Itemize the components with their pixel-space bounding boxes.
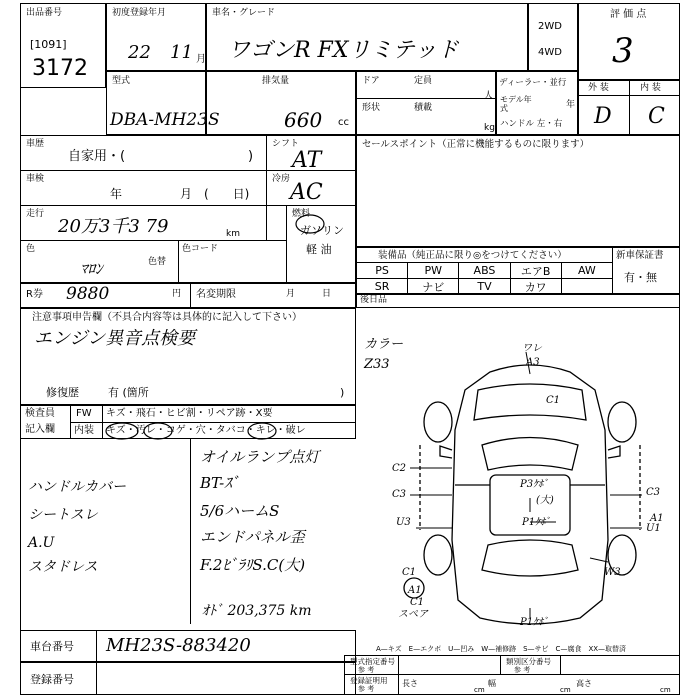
displacement-label: 排気量 bbox=[262, 76, 290, 86]
fuel-diesel: 軽 油 bbox=[306, 243, 332, 256]
capacity-unit: 人 bbox=[484, 91, 494, 101]
history-value: 自家用・( bbox=[68, 149, 126, 164]
model-year-unit: 年 bbox=[566, 100, 576, 110]
spec-reg-cert: 登録証明用 bbox=[350, 676, 388, 685]
type-label: 型式 bbox=[112, 76, 131, 86]
damage-mark: W3 bbox=[604, 567, 621, 578]
spec-type-ref: 参 考 bbox=[358, 666, 375, 674]
spec-row-line bbox=[344, 674, 680, 675]
score-value: 3 bbox=[612, 31, 634, 71]
remark-right-item: BT-ｽﾞ bbox=[200, 474, 240, 492]
diagram-color-code: Z33 bbox=[364, 357, 390, 372]
spec-width: 幅 bbox=[488, 679, 496, 688]
lot-label: 出品番号 bbox=[26, 8, 63, 18]
shift-divider bbox=[266, 135, 267, 240]
selling-point-box bbox=[356, 135, 680, 247]
fuel-circle-mark bbox=[292, 209, 326, 236]
remark-left-item: スタドレス bbox=[28, 559, 98, 575]
load-unit: kg bbox=[484, 123, 495, 133]
interior-check-label: 内装 bbox=[74, 425, 94, 436]
recycle-divider bbox=[190, 283, 191, 308]
history-close: ) bbox=[248, 149, 254, 164]
spec-length: 長さ bbox=[402, 679, 418, 688]
equipment-item bbox=[561, 278, 613, 295]
shift-label: シフト bbox=[272, 139, 300, 149]
spec-col1 bbox=[398, 655, 399, 695]
exterior-label: 外 装 bbox=[588, 83, 609, 93]
remark-right-item: オイルランプ点灯 bbox=[200, 448, 320, 466]
lot-number: 3172 bbox=[32, 56, 88, 81]
line-mileage bbox=[20, 240, 286, 241]
damage-mark: C3 bbox=[646, 487, 661, 498]
damage-mark: C1 bbox=[546, 395, 561, 406]
remark-left-item: ハンドルカバー bbox=[28, 479, 126, 495]
chassis-value: MH23S-883420 bbox=[106, 635, 251, 656]
displacement-unit: cc bbox=[338, 117, 349, 128]
spec-class-code: 類別区分番号 bbox=[506, 657, 551, 666]
shape-label: 形状 bbox=[362, 103, 381, 113]
ext-int-divider bbox=[629, 80, 630, 135]
damage-mark: スペア bbox=[398, 609, 428, 620]
reg-number-label: 登録番号 bbox=[30, 673, 74, 686]
recycle-label: R券 bbox=[26, 289, 43, 300]
equipment-item: ABS bbox=[458, 262, 510, 279]
exterior-grade: D bbox=[594, 104, 612, 129]
dealer-label: ディーラー・並行 bbox=[499, 78, 567, 88]
door-divider bbox=[356, 98, 496, 99]
damage-mark: (大) bbox=[536, 495, 554, 506]
line-inspection bbox=[20, 205, 356, 206]
drive-box bbox=[528, 3, 578, 71]
color-code-label: 色コード bbox=[182, 244, 219, 254]
color-value: ﾏﾛﾝ bbox=[80, 260, 103, 278]
inspection-year: 年 bbox=[110, 187, 123, 201]
spec-height: 高さ bbox=[576, 679, 592, 688]
inspection-label: 車検 bbox=[26, 174, 45, 184]
interior-check-text: キズ・汚レ・コゲ・穴・タバコ・キレ・破レ bbox=[106, 425, 306, 436]
repair-close: ) bbox=[340, 386, 345, 399]
ext-int-header-line bbox=[578, 95, 680, 96]
spec-class-ref: 参 考 bbox=[514, 666, 531, 674]
equipment-item: エアB bbox=[510, 262, 562, 279]
notes-label: 注意事項申告欄（不具合内容等は具体的に記入して下さい） bbox=[32, 312, 302, 323]
warranty-value: 有・無 bbox=[624, 271, 657, 284]
equipment-item: TV bbox=[458, 278, 510, 295]
inspector-label2: 記入欄 bbox=[25, 424, 55, 435]
rear-seat-label: 後日品 bbox=[360, 295, 388, 305]
drive-4wd: 4WD bbox=[538, 47, 562, 58]
equipment-label: 装備品（純正品に限り◎をつけてください） bbox=[378, 250, 567, 261]
notes-handwritten: エンジン異音点検要 bbox=[34, 328, 196, 349]
load-label: 積載 bbox=[414, 103, 433, 113]
registration-month: 11 bbox=[170, 42, 193, 63]
damage-mark: P1ｹﾎﾞ bbox=[522, 517, 551, 528]
damage-legend: A—キズ E—エクボ U—凹み W—補修跡 S—サビ C—腐食 XX—取替済 bbox=[376, 645, 627, 653]
damage-mark: A1 bbox=[650, 513, 664, 524]
damage-mark: C2 bbox=[392, 463, 407, 474]
spec-col2 bbox=[500, 655, 501, 675]
ac-label: 冷房 bbox=[272, 174, 291, 184]
doors-label: ドア bbox=[362, 76, 380, 86]
interior-grade: C bbox=[648, 104, 665, 129]
history-label: 車歴 bbox=[26, 139, 45, 149]
spec-type-spec: 型式指定番号 bbox=[350, 657, 395, 666]
model-name-label: 車名・グレード bbox=[212, 8, 276, 18]
remark-right-item: エンドパネル歪 bbox=[200, 528, 305, 546]
lot-code: [1091] bbox=[30, 38, 67, 51]
color-change-label: 色替 bbox=[148, 257, 167, 267]
equipment-item: ナビ bbox=[407, 278, 459, 295]
registration-month-unit: 月 bbox=[196, 54, 206, 65]
remarks-divider bbox=[190, 439, 191, 624]
equipment-item: SR bbox=[356, 278, 408, 295]
damage-mark: C3 bbox=[392, 489, 407, 500]
fuel-gasoline: ガソリン bbox=[300, 224, 344, 237]
color-divider bbox=[178, 240, 179, 283]
registration-year: 22 bbox=[128, 42, 151, 63]
damage-mark: A1 bbox=[408, 585, 422, 596]
name-change-label: 名変期限 bbox=[196, 289, 236, 300]
selling-point-label: セールスポイント（正常に機能するものに限ります） bbox=[362, 139, 590, 150]
fw-label: FW bbox=[76, 408, 92, 419]
repair-label: 修復歴 bbox=[46, 386, 79, 399]
odometer-note: ｵﾄﾞ 203,375 km bbox=[202, 603, 312, 619]
remark-left-item: シートスレ bbox=[28, 507, 98, 523]
remark-left-item: A.U bbox=[28, 535, 55, 551]
shift-value: AT bbox=[292, 148, 322, 173]
spec-height-unit: cm bbox=[660, 686, 671, 694]
name-change-day: 日 bbox=[322, 289, 332, 299]
damage-mark: C1 bbox=[410, 597, 425, 608]
spec-reg-ref: 参 考 bbox=[358, 685, 375, 693]
equipment-item: PS bbox=[356, 262, 408, 279]
repair-value: 有 (箇所 bbox=[108, 386, 149, 399]
model-year-label: モデル年式 bbox=[500, 95, 532, 113]
name-change-month: 月 bbox=[286, 289, 296, 299]
damage-mark: U3 bbox=[396, 517, 411, 528]
displacement-value: 660 bbox=[284, 108, 323, 132]
inspector-divider1 bbox=[70, 405, 71, 439]
equipment-item: AW bbox=[561, 262, 613, 279]
remark-right-item: 5/6ハームS bbox=[200, 502, 280, 520]
inspection-day: ( 日) bbox=[204, 187, 250, 201]
chassis-label: 車台番号 bbox=[30, 640, 74, 653]
drive-2wd: 2WD bbox=[538, 21, 562, 32]
model-name-value: ワゴンR FXリミテッド bbox=[228, 38, 459, 63]
damage-mark: P1ｹﾎﾞ bbox=[520, 617, 549, 628]
damage-mark: A3 bbox=[526, 357, 540, 368]
spec-width-unit: cm bbox=[560, 686, 571, 694]
recycle-value: 9880 bbox=[66, 284, 110, 304]
registration-label: 初度登録年月 bbox=[112, 8, 167, 18]
warranty-label: 新車保証書 bbox=[616, 250, 664, 261]
handle-label: ハンドル 左・右 bbox=[500, 119, 563, 129]
fuel-divider bbox=[286, 205, 287, 283]
equipment-item: カワ bbox=[510, 278, 562, 295]
damage-mark: ワレ bbox=[522, 343, 542, 354]
fw-text: キズ・飛石・ヒビ割・リペア跡・X要 bbox=[106, 408, 273, 419]
score-label: 評 価 点 bbox=[610, 9, 647, 20]
inspection-month: 月 bbox=[180, 187, 193, 201]
mileage-unit: km bbox=[226, 229, 240, 239]
damage-mark: U1 bbox=[646, 523, 661, 534]
car-diagram bbox=[380, 350, 680, 635]
mileage-label: 走行 bbox=[26, 209, 45, 219]
fuel-label: 燃料 bbox=[292, 209, 311, 219]
capacity-label: 定員 bbox=[414, 76, 433, 86]
remark-right-item: F.2ﾋﾞﾗﾘS.C(大) bbox=[200, 556, 306, 574]
damage-mark: C1 bbox=[402, 567, 417, 578]
damage-mark: P3ｹﾎﾞ bbox=[520, 479, 549, 490]
color-label: 色 bbox=[26, 244, 36, 254]
inspector-label: 検査員 bbox=[25, 408, 55, 419]
spec-col3 bbox=[560, 655, 561, 675]
type-value: DBA-MH23S bbox=[110, 110, 220, 130]
diagram-color-title: カラー bbox=[364, 337, 404, 352]
interior-label: 内 装 bbox=[640, 83, 661, 93]
recycle-unit: 円 bbox=[172, 289, 182, 299]
equipment-item: PW bbox=[407, 262, 459, 279]
ac-value: AC bbox=[290, 180, 323, 205]
spec-length-unit: cm bbox=[474, 686, 485, 694]
rear-seat-box bbox=[356, 294, 680, 308]
mileage-value: 20万3千3 79 bbox=[58, 216, 169, 237]
